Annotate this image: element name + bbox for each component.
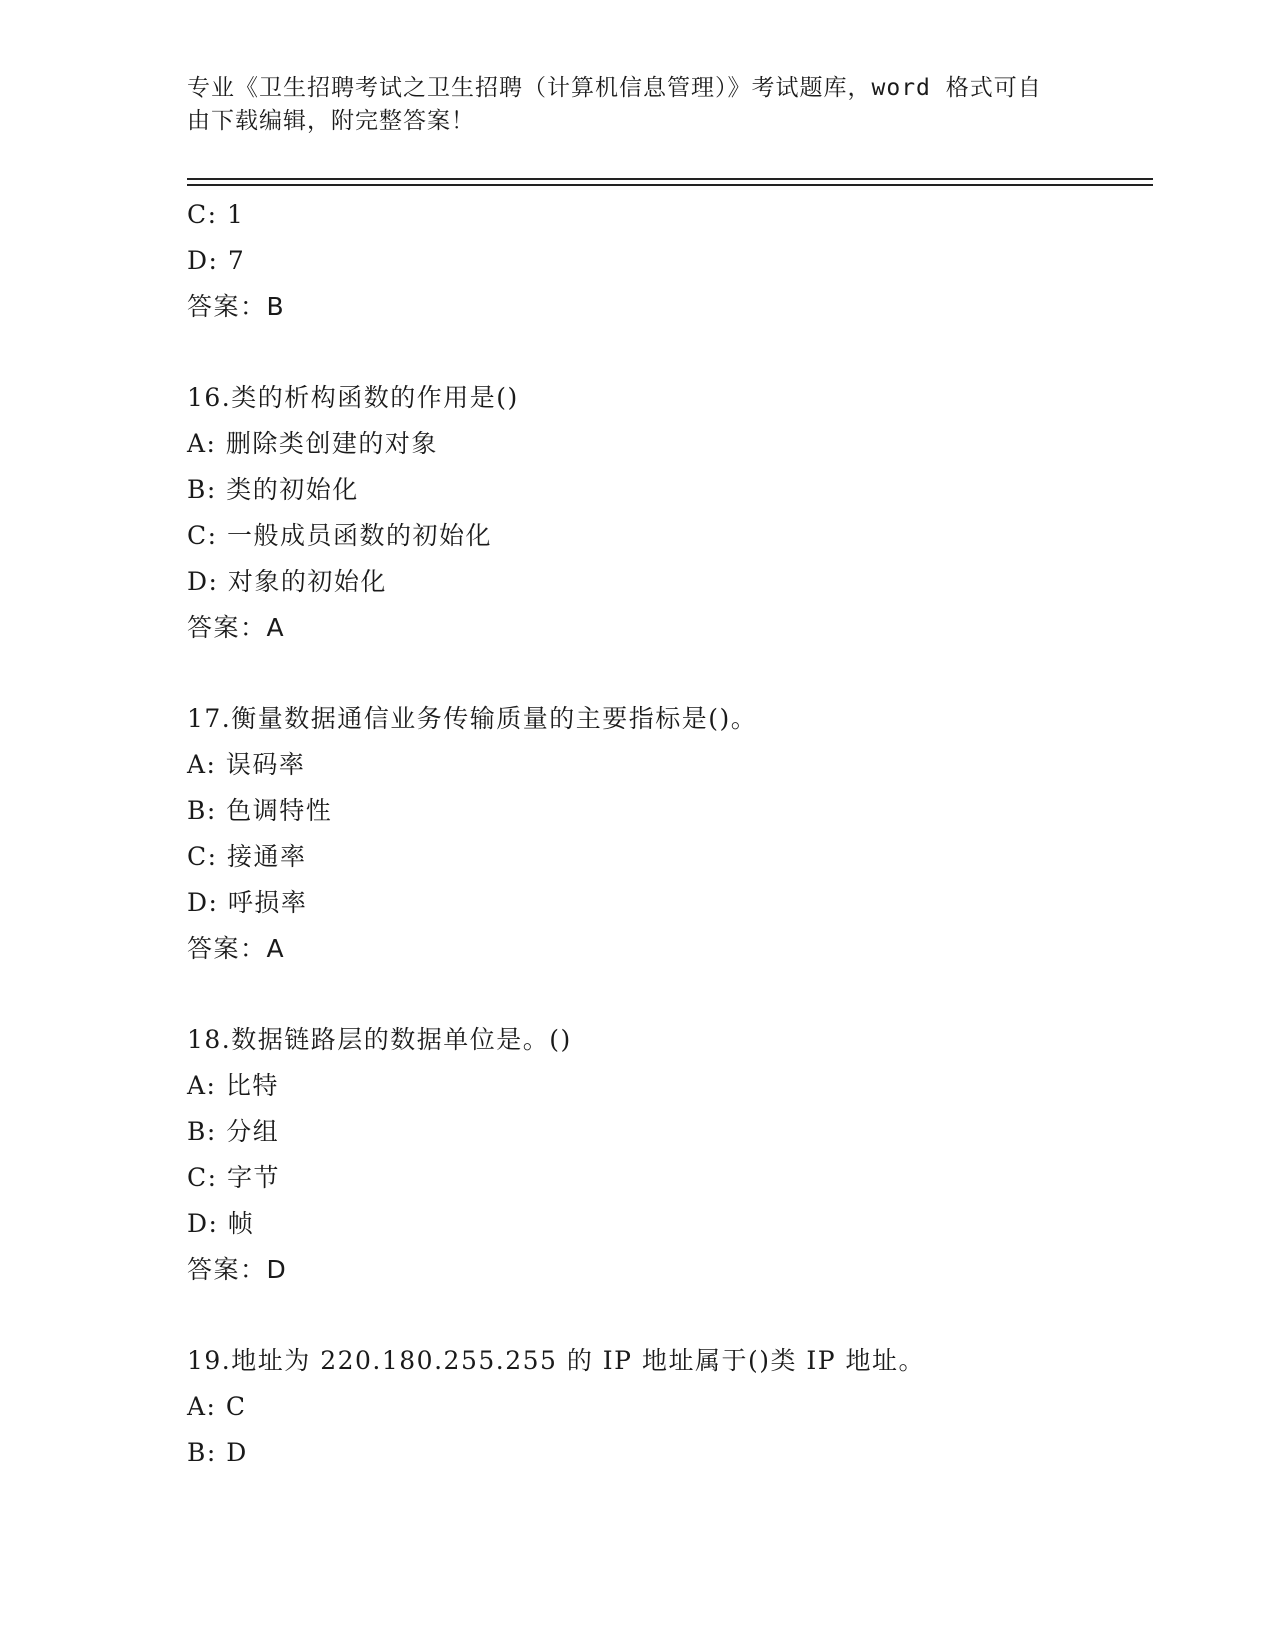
- option-b: B: 分组: [187, 1117, 280, 1146]
- question-18: [187, 1017, 1153, 1293]
- option-c: C: 字节: [187, 1163, 280, 1192]
- question-text: 18.数据链路层的数据单位是。(): [187, 1025, 572, 1054]
- spacer: [187, 1293, 1153, 1338]
- option-d: D: 7: [187, 246, 246, 275]
- option-b: B: 类的初始化: [187, 475, 359, 504]
- option-d: D: 帧: [187, 1209, 255, 1238]
- document-header: [187, 72, 1087, 138]
- option-a: A: 比特: [187, 1071, 279, 1100]
- option-a: A: C: [187, 1392, 247, 1421]
- option-c: C: 接通率: [187, 842, 307, 871]
- option-d: D: 对象的初始化: [187, 567, 387, 596]
- option-d: D: 呼损率: [187, 888, 308, 917]
- option-a: A: 误码率: [187, 750, 306, 779]
- option-c: C: 一般成员函数的初始化: [187, 521, 492, 550]
- spacer: [187, 651, 1153, 696]
- question-17: [187, 696, 1153, 972]
- question-list: [187, 192, 1153, 1476]
- answer: 答案：A: [187, 934, 286, 963]
- question-16: [187, 375, 1153, 651]
- question-text: 17.衡量数据通信业务传输质量的主要指标是()。: [187, 704, 758, 733]
- answer: 答案：D: [187, 1255, 288, 1284]
- spacer: [187, 972, 1153, 1017]
- question-15-tail: [187, 192, 1153, 330]
- option-b: B: D: [187, 1438, 248, 1467]
- option-a: A: 删除类创建的对象: [187, 429, 438, 458]
- header-divider-bottom: [187, 184, 1153, 186]
- question-text: 16.类的析构函数的作用是(): [187, 383, 519, 412]
- answer: 答案：A: [187, 613, 286, 642]
- option-b: B: 色调特性: [187, 796, 333, 825]
- spacer: [187, 330, 1153, 375]
- option-c: C: 1: [187, 200, 245, 229]
- header-line-1: 专业《卫生招聘考试之卫生招聘（计算机信息管理）》考试题库，word 格式可自: [187, 75, 1042, 101]
- question-text: 19.地址为 220.180.255.255 的 IP 地址属于()类 IP 地址。: [187, 1346, 926, 1375]
- answer: 答案：B: [187, 292, 286, 321]
- header-line-2: 由下载编辑，附完整答案！: [187, 108, 475, 134]
- header-divider-top: [187, 178, 1153, 180]
- question-19: [187, 1338, 1153, 1476]
